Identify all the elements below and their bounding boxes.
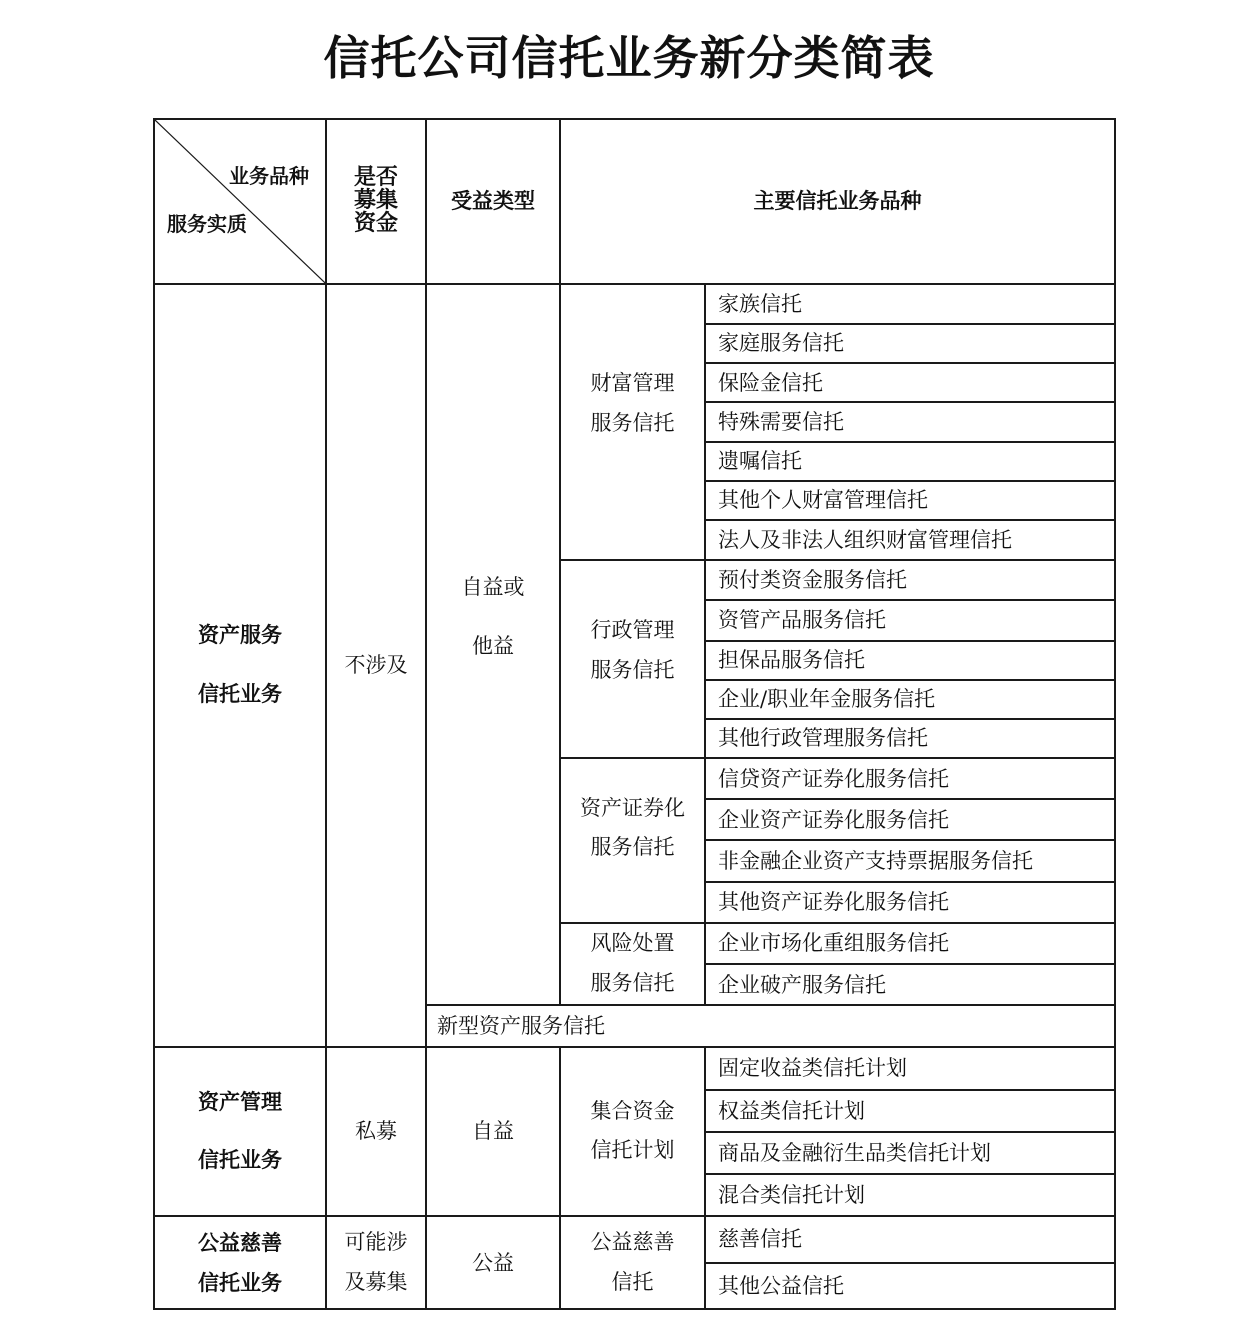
group-charity <box>560 1216 705 1309</box>
list-item: 特殊需要信托 <box>705 402 1115 441</box>
group-securitization <box>560 758 705 923</box>
list-item: 资管产品服务信托 <box>705 600 1115 640</box>
group-name-line: 集合资金 <box>590 1098 675 1123</box>
list-item: 商品及金融衍生品类信托计划 <box>705 1132 1115 1174</box>
table-row <box>154 1047 1115 1090</box>
category-name-line: 公益慈善 <box>198 1229 282 1255</box>
category-charity <box>154 1216 326 1309</box>
corner-label-business-variety: 业务品种 <box>229 164 309 188</box>
main-varieties-header: 主要信托业务品种 <box>560 119 1115 284</box>
corner-diagonal-line <box>155 120 325 283</box>
benefit-type-header: 受益类型 <box>426 119 560 284</box>
table-row <box>154 284 1115 324</box>
raise-charity <box>326 1216 426 1309</box>
category-name-line: 资产管理 <box>198 1088 282 1114</box>
corner-header-cell <box>154 119 326 284</box>
group-name-line: 公益慈善 <box>590 1229 675 1254</box>
list-item: 固定收益类信托计划 <box>705 1047 1115 1090</box>
group-name-line: 服务信托 <box>590 971 675 996</box>
group-name-line: 服务信托 <box>590 835 675 860</box>
list-item: 企业/职业年金服务信托 <box>705 680 1115 719</box>
group-name-line: 信托计划 <box>590 1138 675 1163</box>
page-title: 信托公司信托业务新分类简表 <box>323 31 935 85</box>
benefit-charity: 公益 <box>426 1216 560 1309</box>
group-name-line: 服务信托 <box>590 410 675 435</box>
new-type-asset-service: 新型资产服务信托 <box>426 1005 1115 1046</box>
list-item: 法人及非法人组织财富管理信托 <box>705 520 1115 560</box>
raise-line: 及募集 <box>344 1269 408 1294</box>
group-name-line: 资产证券化 <box>580 795 685 820</box>
header-row <box>154 119 1115 284</box>
group-name-line: 财富管理 <box>590 371 675 396</box>
list-item: 信贷资产证券化服务信托 <box>705 758 1115 799</box>
list-item: 担保品服务信托 <box>705 641 1115 680</box>
list-item: 家族信托 <box>705 284 1115 324</box>
category-name-line: 信托业务 <box>198 1269 282 1295</box>
list-item: 遗嘱信托 <box>705 442 1115 481</box>
category-name-line: 信托业务 <box>198 681 282 707</box>
benefit-line: 自益或 <box>461 574 525 599</box>
group-name-line: 行政管理 <box>590 618 675 643</box>
list-item: 慈善信托 <box>705 1216 1115 1262</box>
benefit-asset-management: 自益 <box>426 1047 560 1217</box>
list-item: 家庭服务信托 <box>705 324 1115 363</box>
group-name-line: 信托 <box>611 1269 654 1294</box>
group-name-line: 风险处置 <box>590 931 675 956</box>
raise-funds-header-line: 是否 <box>353 164 398 191</box>
group-wealth-management <box>560 284 705 560</box>
list-item: 企业资产证券化服务信托 <box>705 799 1115 840</box>
raise-line: 可能涉 <box>344 1229 408 1254</box>
group-risk-disposal <box>560 923 705 1005</box>
raise-funds-header <box>326 119 426 284</box>
raise-funds-header-line: 募集 <box>353 187 398 214</box>
list-item: 权益类信托计划 <box>705 1090 1115 1132</box>
list-item: 其他公益信托 <box>705 1263 1115 1309</box>
list-item: 非金融企业资产支持票据服务信托 <box>705 840 1115 881</box>
list-item: 保险金信托 <box>705 363 1115 402</box>
group-name-line: 服务信托 <box>590 658 675 683</box>
list-item: 企业破产服务信托 <box>705 964 1115 1005</box>
list-item: 混合类信托计划 <box>705 1174 1115 1216</box>
category-name-line: 信托业务 <box>198 1147 282 1173</box>
category-name-line: 资产服务 <box>198 622 282 648</box>
raise-asset-service: 不涉及 <box>326 284 426 1047</box>
table-row <box>154 1216 1115 1262</box>
list-item: 预付类资金服务信托 <box>705 560 1115 600</box>
list-item: 其他行政管理服务信托 <box>705 719 1115 758</box>
classification-table <box>153 118 1116 1310</box>
corner-label-service-essence: 服务实质 <box>167 212 247 236</box>
category-asset-management <box>154 1047 326 1217</box>
raise-funds-header-line: 资金 <box>353 210 398 237</box>
benefit-asset-service <box>426 284 560 1005</box>
benefit-line: 他益 <box>472 633 514 658</box>
raise-asset-management: 私募 <box>326 1047 426 1217</box>
group-collective-fund <box>560 1047 705 1217</box>
list-item: 其他资产证券化服务信托 <box>705 882 1115 923</box>
list-item: 企业市场化重组服务信托 <box>705 923 1115 964</box>
list-item: 其他个人财富管理信托 <box>705 481 1115 520</box>
category-asset-service <box>154 284 326 1047</box>
group-admin-management <box>560 560 705 758</box>
